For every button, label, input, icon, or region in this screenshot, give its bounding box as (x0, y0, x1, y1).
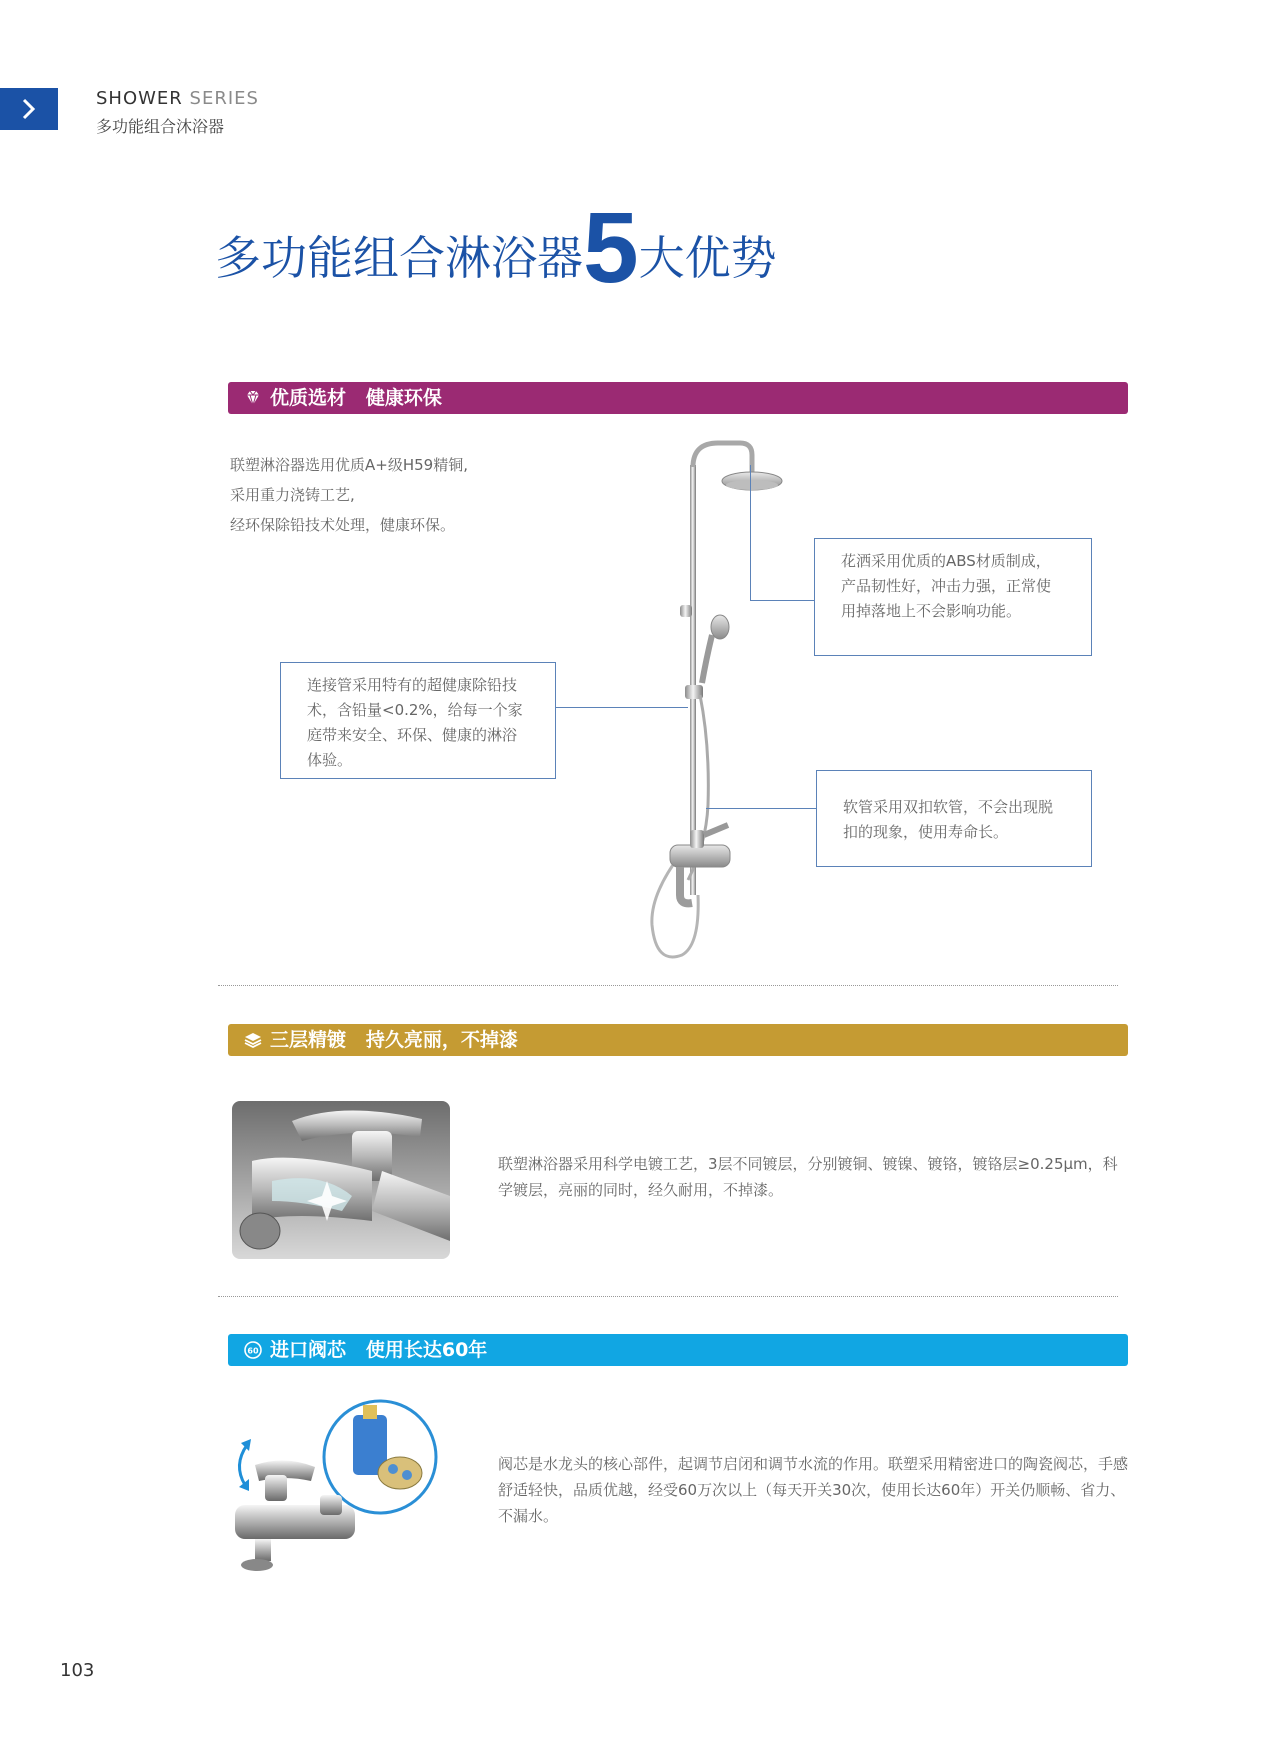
connector-line (556, 707, 688, 708)
section-title: 优质选材 健康环保 (270, 387, 442, 409)
title-part2: 大优势 (638, 231, 777, 285)
layers-icon (244, 1031, 262, 1049)
title-part1: 多功能组合淋浴器 (215, 231, 583, 285)
dotted-divider (218, 985, 1118, 986)
section-bar-cartridge (228, 1334, 1128, 1366)
callout-connector: 连接管采用特有的超健康除铅技术，含铅量<0.2%，给每一个家庭带来安全、环保、健康的淋浴体验。 (280, 662, 556, 779)
page-number: 103 (60, 1660, 95, 1681)
callout-hose: 软管采用双扣软管，不会出现脱扣的现象，使用寿命长。 (816, 770, 1092, 867)
chevron-right-icon (20, 97, 38, 121)
page-title (215, 192, 777, 304)
title-number: 5 (583, 192, 639, 304)
text-line: 采用重力浇铸工艺, (230, 486, 355, 504)
sixty-badge-icon (244, 1341, 262, 1359)
section-bar-materials (228, 382, 1128, 414)
series-bold: SHOWER (96, 88, 183, 109)
shower-system-image (640, 425, 800, 965)
callout-showerhead: 花洒采用优质的ABS材质制成，产品韧性好，冲击力强，正常使用掉落地上不会影响功能。 (814, 538, 1092, 656)
series-subtitle: 多功能组合沐浴器 (96, 117, 225, 136)
text-line: 经环保除铅技术处理，健康环保。 (230, 516, 456, 534)
diamond-icon (244, 389, 262, 407)
series-light: SERIES (189, 88, 259, 109)
plated-faucet-image (232, 1101, 450, 1259)
text-line: 联塑淋浴器选用优质A+级H59精铜, (230, 456, 468, 474)
materials-text (230, 450, 570, 540)
dotted-divider (218, 1296, 1118, 1297)
connector-line (750, 465, 751, 600)
header-tab (0, 88, 58, 130)
cartridge-text: 阀芯是水龙头的核心部件，起调节启闭和调节水流的作用。联塑采用精密进口的陶瓷阀芯，手感舒适轻快，品质优越，经受60万次以上（每天开关30次，使用长达60年）开关仍顺畅、省力、不漏水。 (498, 1455, 1129, 1525)
section-title: 三层精镀 持久亮丽，不掉漆 (270, 1029, 518, 1051)
section-bar-plating (228, 1024, 1128, 1056)
valve-cartridge-image (225, 1395, 455, 1575)
section-title: 进口阀芯 使用长达60年 (270, 1339, 488, 1361)
connector-line (706, 808, 816, 809)
series-title (96, 88, 259, 109)
plating-text: 联塑淋浴器采用科学电镀工艺，3层不同镀层，分别镀铜、镀镍、镀铬，镀铬层≥0.25μm，科学镀层，亮丽的同时，经久耐用，不掉漆。 (498, 1155, 1118, 1199)
svg-text:60: 60 (247, 1346, 259, 1356)
connector-line (750, 600, 814, 601)
